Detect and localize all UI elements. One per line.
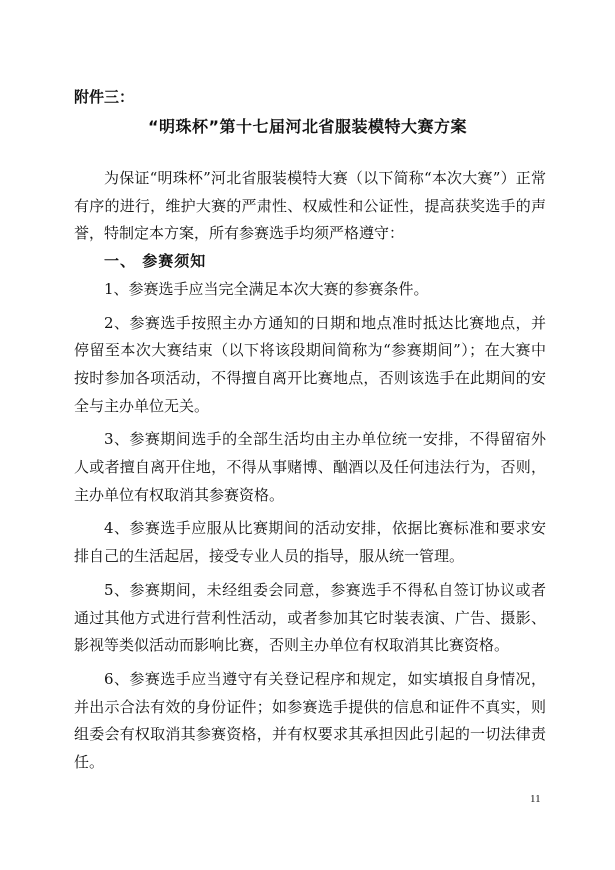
- rule-item-3: 3、参赛期间选手的全部生活均由主办单位统一安排，不得留宿外人或者擅自离开住地，不得从事赌博、酗酒以及任何违法行为，否则，主办单位有权取消其参赛资格。: [74, 430, 546, 504]
- intro-paragraph: 为保证“明珠杯”河北省服装模特大赛（以下简称“本次大赛”）正常有序的进行，维护大赛的严肃性、权威性和公证性，提高获奖选手的声誉，特制定本方案，所有参赛选手均须严格遵守：: [74, 169, 546, 243]
- rule-item-1: 1、参赛选手应当完全满足本次大赛的参赛条件。: [104, 279, 429, 298]
- attachment-label: 附件三：: [74, 88, 135, 106]
- document-body: [74, 165, 546, 777]
- page-number: 11: [530, 793, 541, 805]
- section-heading: 一、 参赛须知: [104, 252, 207, 271]
- rule-item-2: 2、参赛选手按照主办方通知的日期和地点准时抵达比赛地点，并停留至本次大赛结束（以下将该段期间简称为“参赛期间”）；在大赛中按时参加各项活动，不得擅自离开比赛地点，否则该选手在此期间的安全与主办单位无关。: [74, 313, 546, 415]
- rule-item-6: 6、参赛选手应当遵守有关登记程序和规定，如实填报自身情况，并出示合法有效的身份证件；如参赛选手提供的信息和证件不真实，则组委会有权取消其参赛资格，并有权要求其承担因此引起的一切法律责任。: [74, 669, 546, 772]
- rule-item-5: 5、参赛期间，未经组委会同意，参赛选手不得私自签订协议或者通过其他方式进行营利性活动，或者参加其它时装表演、广告、摄影、影视等类似活动而影响比赛，否则主办单位有权取消其比赛资格。: [74, 580, 546, 655]
- rule-item-4: 4、参赛选手应服从比赛期间的活动安排，依据比赛标准和要求安排自己的生活起居，接受专业人员的指导，服从统一管理。: [74, 519, 546, 566]
- document-title: “明珠杯”第十七届河北省服装模特大赛方案: [147, 117, 468, 136]
